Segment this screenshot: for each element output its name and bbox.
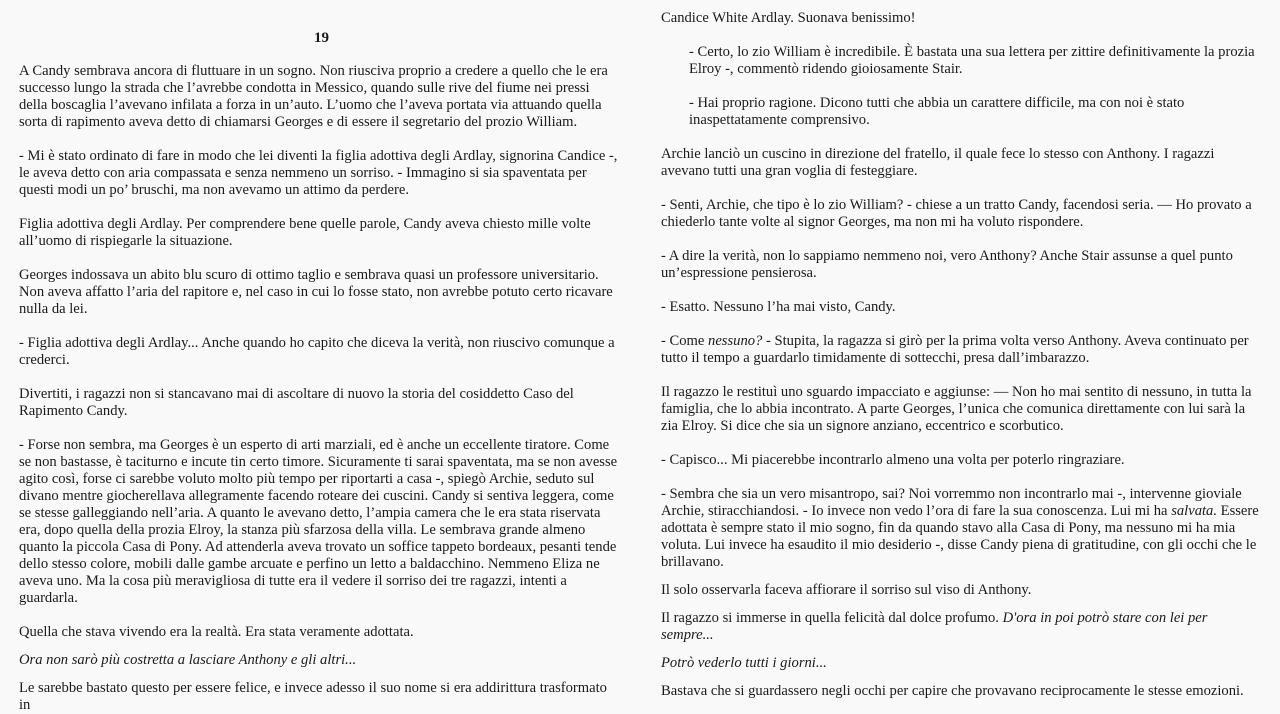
paragraph: Archie lanciò un cuscino in direzione del fratello, il quale fece lo stesso con Anthony. I ragazzi avevano tutti una gran voglia di festeggiare. (661, 146, 1215, 179)
text-segment: Essere adottata è sempre stato il mio sogno, fin da quando stavo alla Casa di Pony, ma nessuno mi ha mia voluta. Lui invece ha esaudito il mio desiderio -, disse Candy piena di gratitudine, con gli occhi che le brillavano. (661, 503, 1259, 570)
italic-text: D'ora in poi potrò stare con lei per sempre... (661, 610, 1208, 643)
italic-text: salvata. (1171, 503, 1217, 519)
paragraph: Divertiti, i ragazzi non si stancavano mai di ascoltare di nuovo la storia del cosiddetto Caso del Rapimento Candy. (19, 386, 574, 419)
paragraph (661, 333, 1260, 367)
paragraph (661, 486, 1260, 571)
paragraph: - Forse non sembra, ma Georges è un esperto di arti marziali, ed è anche un eccellente tiratore. Come se non bastasse, è taciturno e incute tin certo timore. Sicuramente ti sarai spaventata, ma se non avesse agito così, forse ci sarebbe voluto molto più tempo per riportarti a casa -, spiegò Archie, seduto sul divano mentre giocherellava allegramente facendo roteare dei cuscini. Candy si sentiva leggera, come se stesse galleggiando nell’aria. A quanto le avevano detto, l’ampia camera che le era stata riservata era, dopo quella della prozia Elroy, la stanza più sfarzosa della villa. Le sembrava grande almeno quanto la piccola Casa di Pony. Ad attenderla aveva trovato un soffice tappeto bordeaux, pesanti tende dello stesso colore, mobili dalle gambe arcuate e perfino un letto a baldacchino. Nemmeno Eliza ne aveva uno. Ma la cosa più meravigliosa di tutte era il vedere il sorriso dei tre ragazzi, intenti a guardarla. (19, 437, 618, 606)
paragraph: - Figlia adottiva degli Ardlay... Anche quando ho capito che diceva la verità, non riuscivo comunque a crederci. (19, 335, 615, 368)
text-segment: - Come (661, 333, 709, 349)
dialogue-paragraph: - Certo, lo zio William è incredibile. È bastata una sua lettera per zittire definitivamente la prozia Elroy -, commentò ridendo gioiosamente Stair. (689, 44, 1255, 77)
paragraph: Quella che stava vivendo era la realtà. Era stata veramente adottata. (19, 624, 414, 640)
paragraph: Bastava che si guardassero negli occhi per capire che provavano reciprocamente le stesse emozioni. (661, 683, 1244, 699)
left-page (0, 0, 640, 713)
paragraph: - Mi è stato ordinato di fare in modo che lei diventi la figlia adottiva degli Ardlay, signorina Candice -, le aveva detto con aria compassata e senza nemmeno un sorriso. - Immagino si sia spaventata per questi modi un po’ bruschi, ma non avevamo un attimo da perdere. (19, 148, 618, 198)
text-segment: - Stupita, la ragazza si girò per la prima volta verso Anthony. Aveva continuato per tutto il tempo a guardarlo timidamente di sottecchi, presa dall’imbarazzo. (661, 333, 1249, 366)
paragraph: Georges indossava un abito blu scuro di ottimo taglio e sembrava quasi un professore universitario. Non aveva affatto l’aria del rapitore e, nel caso in cui lo fosse stato, non avrebbe potuto certo ricavare nulla da lei. (19, 267, 613, 317)
chapter-number: 19 (314, 30, 329, 46)
paragraph: - Senti, Archie, che tipo è lo zio William? - chiese a un tratto Candy, facendosi seria. — Ho provato a chiederlo tante volte al signor Georges, ma non mi ha voluto rispondere. (661, 197, 1252, 230)
paragraph: A Candy sembrava ancora di fluttuare in un sogno. Non riusciva proprio a credere a quello che le era successo lungo la strada che l’avrebbe condotta in Messico, quando sulle rive del fiume nei pressi della boscaglia l’avevano infilata a forza in un’auto. L’uomo che l’aveva portata via attuando quella sorta di rapimento aveva detto di chiamarsi Georges e di essere il segretario del prozio William. (19, 63, 608, 130)
paragraph: Il ragazzo le restituì uno sguardo impacciato e aggiunse: — Non ho mai sentito di nessuno, in tutta la famiglia, che lo abbia incontrato. A parte Georges, l’unica che comunica direttamente con lui sarà la zia Elroy. Si dice che sia un signore anziano, eccentrico e scorbutico. (661, 384, 1252, 434)
paragraph (661, 610, 1260, 644)
paragraph: Candice White Ardlay. Suonava benissimo! (661, 10, 916, 26)
italic-text: Ora non sarò più costretta a lasciare Anthony e gli altri... (19, 652, 357, 668)
italic-text: nessuno? (708, 333, 763, 349)
paragraph: - A dire la verità, non lo sappiamo nemmeno noi, vero Anthony? Anche Stair assunse a quel punto un’espressione pensierosa. (661, 248, 1233, 281)
right-page (640, 0, 1280, 699)
italic-thought (661, 655, 1260, 672)
text-segment: - Sembra che sia un vero misantropo, sai? Noi vorremmo non incontrarlo mai -, intervenne gioviale Archie, stiracchiandosi. - Io invece non vedo l’ora di fare la sua conoscenza. Lui mi ha (661, 486, 1242, 519)
paragraph: - Esatto. Nessuno l’ha mai visto, Candy. (661, 299, 896, 315)
paragraph: Figlia adottiva degli Ardlay. Per comprendere bene quelle parole, Candy aveva chiesto mille volte all’uomo di rispiegarle la situazione. (19, 216, 591, 249)
italic-thought (19, 652, 620, 669)
italic-text: Potrò vederlo tutti i giorni... (661, 655, 827, 671)
paragraph: Il solo osservarla faceva affiorare il sorriso sul viso di Anthony. (661, 582, 1032, 598)
text-segment: Il ragazzo si immerse in quella felicità dal dolce profumo. (661, 610, 1003, 626)
paragraph: Le sarebbe bastato questo per essere felice, e invece adesso il suo nome si era addirittura trasformato in (19, 680, 607, 713)
paragraph: - Capisco... Mi piacerebbe incontrarlo almeno una volta per poterlo ringraziare. (661, 452, 1125, 468)
dialogue-paragraph: - Hai proprio ragione. Dicono tutti che abbia un carattere difficile, ma con noi è stato inaspettatamente comprensivo. (689, 95, 1185, 128)
